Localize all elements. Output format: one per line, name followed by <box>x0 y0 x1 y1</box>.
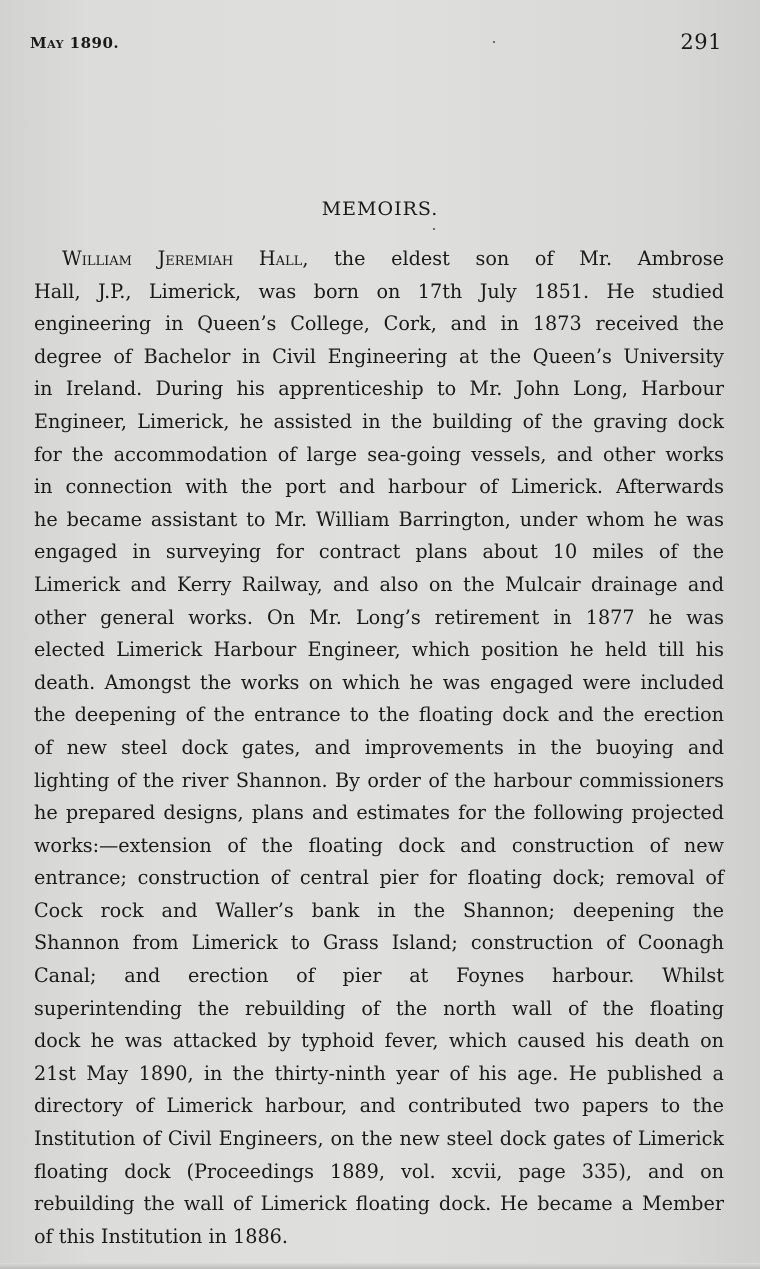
text-line: Limerick and Kerry Railway, and also on the Mulcair drainage and <box>34 572 724 596</box>
memoir-body <box>34 243 724 1253</box>
text-line: works:—extension of the floating dock and construction of new <box>34 833 724 857</box>
text-line: dock he was attacked by typhoid fever, which caused his death on <box>34 1029 724 1053</box>
text-line: Engineer, Limerick, he assisted in the building of the graving dock <box>34 409 724 433</box>
print-speck <box>493 41 495 43</box>
page-number: 291 <box>680 30 722 54</box>
text-line: of this Institution in 1886. <box>34 1224 288 1248</box>
text-line: Hall, J.P., Limerick, was born on 17th July 1851. He studied <box>34 279 724 303</box>
text-line: in Ireland. During his apprenticeship to Mr. John Long, Harbour <box>34 377 724 401</box>
text-line: engaged in surveying for contract plans about 10 miles of the <box>34 540 724 564</box>
text-line: Canal; and erection of pier at Foynes harbour. Whilst <box>34 964 724 988</box>
text-line: engineering in Queen’s College, Cork, and in 1873 received the <box>34 312 724 336</box>
text-line: for the accommodation of large sea-going vessels, and other works <box>34 442 724 466</box>
text-line: Shannon from Limerick to Grass Island; construction of Coonagh <box>34 931 724 955</box>
text-line: elected Limerick Harbour Engineer, which position he held till his <box>34 638 724 662</box>
running-title: May 1890. <box>30 34 120 52</box>
text-line: lighting of the river Shannon. By order of the harbour commissioners <box>34 768 724 792</box>
text-line: of new steel dock gates, and improvements in the buoying and <box>34 735 724 759</box>
text-line: 21st May 1890, in the thirty-ninth year of his age. He published a <box>34 1061 724 1085</box>
text-line: he became assistant to Mr. William Barrington, under whom he was <box>34 507 724 531</box>
text-line: Institution of Civil Engineers, on the new steel dock gates of Limerick <box>34 1127 724 1151</box>
text-line: in connection with the port and harbour of Limerick. Afterwards <box>34 475 724 499</box>
text-line: other general works. On Mr. Long’s retirement in 1877 he was <box>34 605 724 629</box>
text-line: rebuilding the wall of Limerick floating dock. He became a Member <box>34 1192 724 1216</box>
text-line: entrance; construction of central pier for floating dock; removal of <box>34 866 724 890</box>
text-line: floating dock (Proceedings 1889, vol. xcvii, page 335), and on <box>34 1159 724 1183</box>
text-line: he prepared designs, plans and estimates for the following projected <box>34 801 724 825</box>
text-line: directory of Limerick harbour, and contributed two papers to the <box>34 1094 724 1118</box>
text-line: death. Amongst the works on which he was engaged were included <box>34 670 724 694</box>
text-line: degree of Bachelor in Civil Engineering at the Queen’s University <box>34 344 724 368</box>
print-speck <box>433 228 435 230</box>
text-line: the deepening of the entrance to the floating dock and the erection <box>34 703 724 727</box>
running-head <box>30 30 722 54</box>
person-name: William Jeremiah Hall <box>62 247 303 270</box>
section-heading: MEMOIRS. <box>321 198 439 220</box>
text-line: superintending the rebuilding of the north wall of the floating <box>34 996 724 1020</box>
text-line: Cock rock and Waller’s bank in the Shannon; deepening the <box>34 898 724 922</box>
text-line: William Jeremiah Hall, the eldest son of Mr. Ambrose <box>62 247 724 270</box>
page-edge-shadow <box>0 1263 760 1269</box>
